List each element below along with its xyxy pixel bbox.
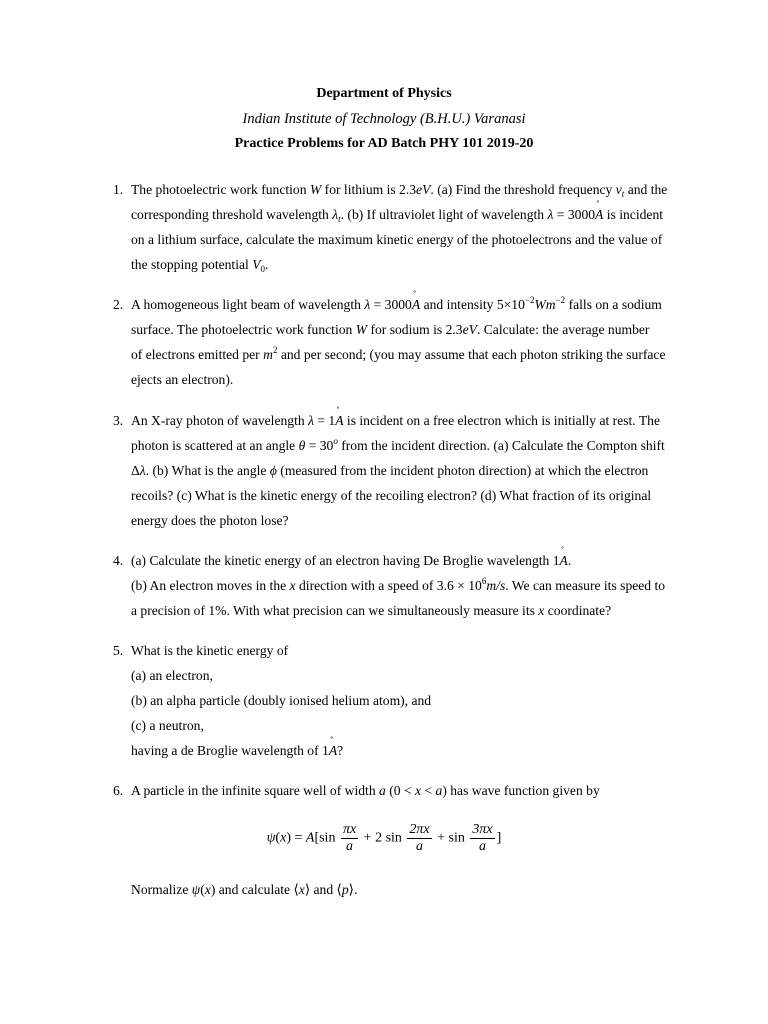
problem-number: 4. bbox=[113, 553, 124, 568]
problem-1 bbox=[113, 177, 698, 277]
department-heading: Department of Physics bbox=[316, 86, 452, 101]
wave-function-equation: ψ(x) = A[sin $\frac{\pi x}{a}$ + 2 sin $\frac{2\pi x}{a}$ + sin $\frac{3\pi x}{a}$ ] bbox=[266, 822, 502, 854]
problem-5-line: (a) an electron, bbox=[131, 668, 213, 683]
problem-text: A homogeneous light beam of wavelength λ = 3000˚ A and intensity $5\times 10^{-2}Wm^{-2}$ falls on a sodium surface. The photoelectric work function W for sodium is 2.3eV. Calculate: the average number of electrons emitted per $m^2$ and per second; (you may assume that each photon striking the surface ejects an electron). bbox=[131, 292, 698, 392]
document-title: Practice Problems for AD Batch PHY 101 2019-20 bbox=[234, 136, 534, 151]
problem-number: 2. bbox=[113, 297, 124, 312]
problem-text: (a) Calculate the kinetic energy of an electron having De Broglie wavelength 1˚ A. (b) An electron moves in the x direction with a speed of $3.6 \times 10^6m/s$. We can measure its speed to a precision of 1%. With what precision can we simultaneously measure its x coordinate? bbox=[131, 548, 698, 623]
problem-number: 3. bbox=[113, 413, 124, 428]
problem-6 bbox=[113, 778, 698, 803]
problem-6-continuation bbox=[113, 877, 698, 902]
problem-number: 5. bbox=[113, 643, 124, 658]
problem-text: A particle in the infinite square well of width a (0 < x < a) has wave function given by bbox=[131, 783, 600, 798]
problem-5 bbox=[113, 638, 698, 763]
problem-5-line: (b) an alpha particle (doubly ionised helium atom), and bbox=[131, 693, 432, 708]
problem-text: Normalize ψ(x) and calculate ⟨x⟩ and ⟨p⟩. bbox=[131, 882, 358, 897]
problem-number: 1. bbox=[113, 182, 124, 197]
institute-heading: Indian Institute of Technology (B.H.U.) Varanasi bbox=[242, 111, 526, 127]
problem-5-line: (c) a neutron, bbox=[131, 718, 204, 733]
problem-text: What is the kinetic energy of (a) an electron, (b) an alpha particle (doubly ionised helium atom), and (c) a neutron, having a de Broglie wavelength of 1˚ A? bbox=[131, 638, 698, 763]
problem-text: The photoelectric work function W for lithium is 2.3eV. (a) Find the threshold frequency $\nu_t$ and the corresponding threshold wavelength $\lambda_t$. (b) If ultraviolet light of wavelength λ = 3000˚ A is incident on a lithium surface, calculate the maximum kinetic energy of the photoelectrons and the value of the stopping potential $V_0$. bbox=[131, 177, 698, 277]
problem-text: An X-ray photon of wavelength λ = 1˚ A is incident on a free electron which is initially at rest. The photon is scattered at an angle $\theta = 30^o$ from the incident direction. (a) Calculate the Compton shift Δλ. (b) What is the angle ϕ (measured from the incident photon direction) at which the electron recoils? (c) What is the kinetic energy of the recoiling electron? (d) What fraction of its original energy does the photon lose? bbox=[131, 408, 698, 533]
problem-2 bbox=[113, 292, 698, 392]
problem-number: 6. bbox=[113, 783, 124, 798]
problem-4 bbox=[113, 548, 698, 623]
problem-3 bbox=[113, 408, 698, 533]
problem-5-line: What is the kinetic energy of bbox=[131, 643, 289, 658]
